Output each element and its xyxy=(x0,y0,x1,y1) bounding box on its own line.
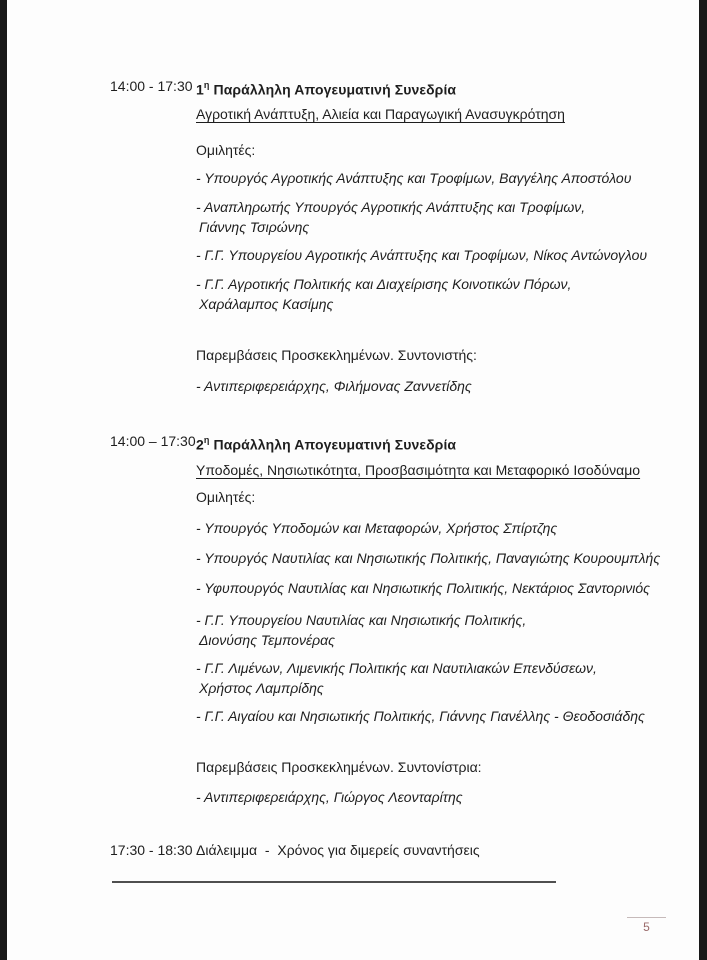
speaker-line: Διονύσης Τεμπονέρας xyxy=(199,632,335,648)
speaker-item xyxy=(196,548,687,568)
moderator-line: - Αντιπεριφερειάρχης, Γιώργος Λεονταρίτης xyxy=(196,789,463,805)
break-time: 17:30 - 18:30 xyxy=(110,842,193,858)
session-2-interventions-heading xyxy=(196,757,687,777)
session-title xyxy=(196,76,456,100)
session-time: 14:00 – 17:30 xyxy=(110,433,196,449)
speaker-line: - Υφυπουργός Ναυτιλίας και Νησιωτικής Πολιτικής, Νεκτάριος Σαντορινιός xyxy=(196,580,650,596)
speaker-line: - Υπουργός Υποδομών και Μεταφορών, Χρήστος Σπίρτζης xyxy=(196,520,558,536)
session-2-header-row xyxy=(110,431,687,455)
speaker-item xyxy=(196,578,687,598)
session-1-interventions-heading xyxy=(196,345,687,365)
break-label: Διάλειμμα - Χρόνος για διμερείς συναντήσεις xyxy=(196,842,480,858)
session-title-text: Παράλληλη Απογευματινή Συνεδρία xyxy=(209,81,457,98)
speaker-item xyxy=(196,197,687,237)
speaker-item xyxy=(196,610,687,650)
session-topic: Υποδομές, Νησιωτικότητα, Προσβασιμότητα και Μεταφορικό Ισοδύναμο xyxy=(196,462,641,478)
session-number: 2 xyxy=(196,436,204,453)
left-edge-bar xyxy=(0,0,7,960)
speaker-line: - Γ.Γ. Αγροτικής Πολιτικής και Διαχείρισης Κοινοτικών Πόρων, xyxy=(196,276,572,292)
speaker-line: - Αναπληρωτής Υπουργός Αγροτικής Ανάπτυξης και Τροφίμων, xyxy=(196,199,586,215)
session-title xyxy=(196,431,456,455)
speaker-line: - Υπουργός Ναυτιλίας και Νησιωτικής Πολιτικής, Παναγιώτης Κουρουμπλής xyxy=(196,550,661,566)
session-topic: Αγροτική Ανάπτυξη, Αλιεία και Παραγωγική Ανασυγκρότηση xyxy=(196,106,565,122)
session-number-suffix: η xyxy=(203,435,210,445)
interventions-label: Παρεμβάσεις Προσκεκλημένων. Συντονίστρια: xyxy=(196,759,482,775)
speaker-line: Χρήστος Λαμπρίδης xyxy=(199,680,324,696)
moderator-item xyxy=(196,787,687,807)
right-edge-bar xyxy=(699,0,707,960)
moderator-line: - Αντιπεριφερειάρχης, Φιλήμονας Ζαννετίδης xyxy=(196,378,472,394)
speaker-item xyxy=(196,168,687,188)
session-number-suffix: η xyxy=(203,80,210,90)
speaker-line: - Γ.Γ. Λιμένων, Λιμενικής Πολιτικής και Ναυτιλιακών Επενδύσεων, xyxy=(196,660,597,676)
speaker-line: Χαράλαμπος Κασίμης xyxy=(199,296,334,312)
footer-divider-line xyxy=(627,917,666,918)
speakers-label: Ομιλητές: xyxy=(196,142,256,158)
session-number: 1 xyxy=(196,81,204,98)
break-row xyxy=(110,840,687,860)
speaker-item xyxy=(196,245,687,265)
session-1-topic-row xyxy=(196,104,687,124)
session-1-header-row xyxy=(110,76,687,100)
speaker-line: Γιάννης Τσιρώνης xyxy=(199,219,310,235)
session-title-text: Παράλληλη Απογευματινή Συνεδρία xyxy=(209,436,457,453)
speaker-line: - Γ.Γ. Υπουργείου Αγροτικής Ανάπτυξης και Τροφίμων, Νίκος Αντώνογλου xyxy=(196,247,648,263)
speaker-line: - Γ.Γ. Υπουργείου Ναυτιλίας και Νησιωτικής Πολιτικής, xyxy=(196,612,527,628)
interventions-label: Παρεμβάσεις Προσκεκλημένων. Συντονιστής: xyxy=(196,347,477,363)
session-time: 14:00 - 17:30 xyxy=(110,78,193,94)
speaker-line: - Υπουργός Αγροτικής Ανάπτυξης και Τροφίμων, Βαγγέλης Αποστόλου xyxy=(196,170,632,186)
moderator-item xyxy=(196,376,687,396)
speaker-item xyxy=(196,518,687,538)
speaker-item xyxy=(196,658,687,698)
page-footer xyxy=(627,917,666,933)
speaker-line: - Γ.Γ. Αιγαίου και Νησιωτικής Πολιτικής, Γιάννης Γιανέλλης - Θεοδοσιάδης xyxy=(196,708,645,724)
speaker-item xyxy=(196,274,687,314)
speaker-item xyxy=(196,706,687,726)
session-1-speakers-heading xyxy=(196,140,687,160)
page-number: 5 xyxy=(643,920,650,934)
speakers-label: Ομιλητές: xyxy=(196,489,256,505)
session-2-speakers-heading xyxy=(196,487,687,507)
horizontal-rule xyxy=(112,881,556,883)
session-2-topic-row xyxy=(196,460,687,480)
